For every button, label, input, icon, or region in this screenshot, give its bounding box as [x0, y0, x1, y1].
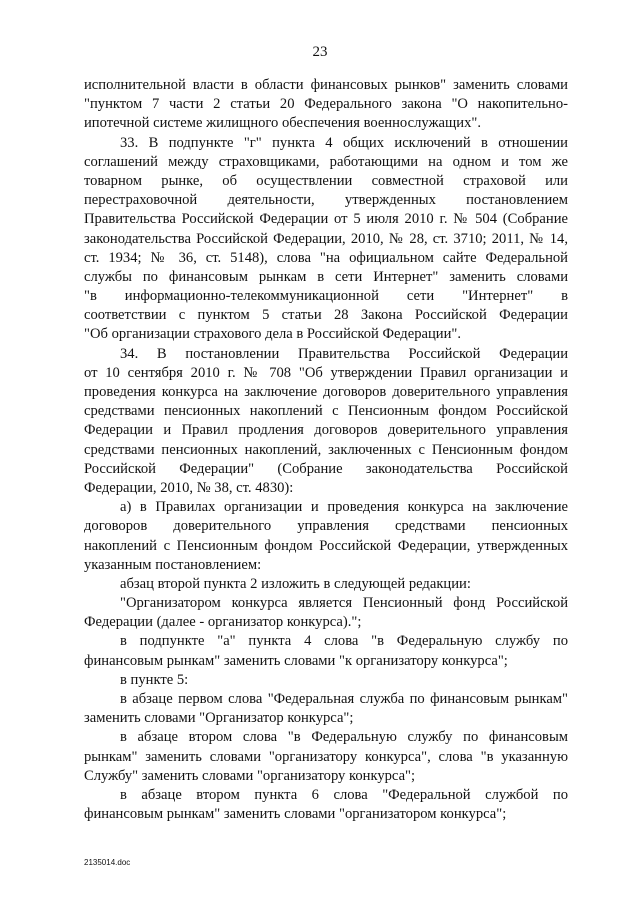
text-line: Федерации, 2010, № 38, ст. 4830):: [84, 479, 294, 496]
text-line: Федерации и Правил продления договоров доверительного управления: [84, 422, 568, 439]
text-line: "Организатором конкурса является Пенсионный фонд Российской: [120, 595, 568, 612]
text-line: в абзаце втором пункта 6 слова "Федеральной службой по: [120, 786, 568, 803]
page-number: 23: [312, 44, 328, 60]
text-line: от 10 сентября 2010 г. № 708 "Об утверждении Правил организации и: [84, 364, 568, 381]
text-line: абзац второй пункта 2 изложить в следующей редакции:: [120, 575, 471, 592]
text-line: финансовым рынкам" заменить словами "к организатору конкурса";: [84, 652, 508, 669]
text-line: Федерации (далее - организатор конкурса).";: [84, 614, 362, 631]
text-line: Правительства Российской Федерации от 5 июля 2010 г. № 504 (Собрание: [84, 211, 568, 228]
text-line: "Об организации страхового дела в Российской Федерации".: [84, 326, 462, 343]
text-line: исполнительной власти в области финансовых рынков" заменить словами: [84, 77, 568, 93]
text-line: в пункте 5:: [120, 671, 189, 688]
text-line: в абзаце первом слова "Федеральная служба по финансовым рынкам": [120, 691, 568, 707]
text-line: финансовым рынкам" заменить словами "организатором конкурса";: [84, 806, 507, 823]
text-line: 33. В подпункте "г" пункта 4 общих исключений в отношении: [120, 134, 568, 151]
text-line: 34. В постановлении Правительства Российской Федерации: [120, 345, 568, 362]
text-line: средствами пенсионных накоплений с Пенсионным фондом Российской: [84, 403, 568, 420]
text-line: законодательства Российской Федерации, 2010, № 28, ст. 3710; 2011, № 14,: [84, 230, 568, 247]
text-line: накоплений с Пенсионным фондом Российской Федерации, утвержденных: [84, 537, 568, 554]
text-line: указанным постановлением:: [84, 556, 262, 573]
text-line: заменить словами "Организатор конкурса";: [84, 710, 354, 727]
text-line: "пунктом 7 части 2 статьи 20 Федерального закона "О накопительно-: [84, 96, 568, 113]
text-line: проведения конкурса на заключение договоров доверительного управления: [84, 384, 568, 400]
text-line: рынкам" заменить словами "организатору конкурса", слова "в указанную: [84, 748, 568, 765]
text-line: ипотечной системе жилищного обеспечения военнослужащих".: [84, 115, 481, 132]
text-line: в абзаце втором слова "в Федеральную службу по финансовым: [120, 729, 568, 746]
text-line: средствами пенсионных накоплений, заключенных с Пенсионным фондом: [84, 441, 568, 458]
text-line: а) в Правилах организации и проведения конкурса на заключение: [120, 499, 568, 516]
text-line: Службу" заменить словами "организатору конкурса";: [84, 767, 416, 784]
text-line: Российской Федерации" (Собрание законодательства Российской: [84, 460, 568, 477]
text-line: службы по финансовым рынкам в сети Интернет" заменить словами: [84, 268, 568, 285]
text-line: товарном рынке, об осуществлении совместной страховой или: [84, 172, 568, 189]
text-line: договоров доверительного управления средствами пенсионных: [84, 518, 568, 535]
text-line: в подпункте "а" пункта 4 слова "в Федеральную службу по: [120, 633, 568, 650]
text-line: ст. 1934; № 36, ст. 5148), слова "на официальном сайте Федеральной: [84, 249, 568, 266]
text-line: перестраховочной деятельности, утвержденных постановлением: [84, 192, 568, 209]
text-line: соглашений между страховщиками, работающими на одном и том же: [84, 153, 568, 170]
document-body: [84, 76, 568, 824]
text-line: "в информационно-телекоммуникационной сети "Интернет" в: [84, 288, 568, 305]
file-name-footer: 2135014.doc: [84, 858, 131, 867]
text-line: соответствии с пунктом 5 статьи 28 Закона Российской Федерации: [84, 307, 568, 324]
